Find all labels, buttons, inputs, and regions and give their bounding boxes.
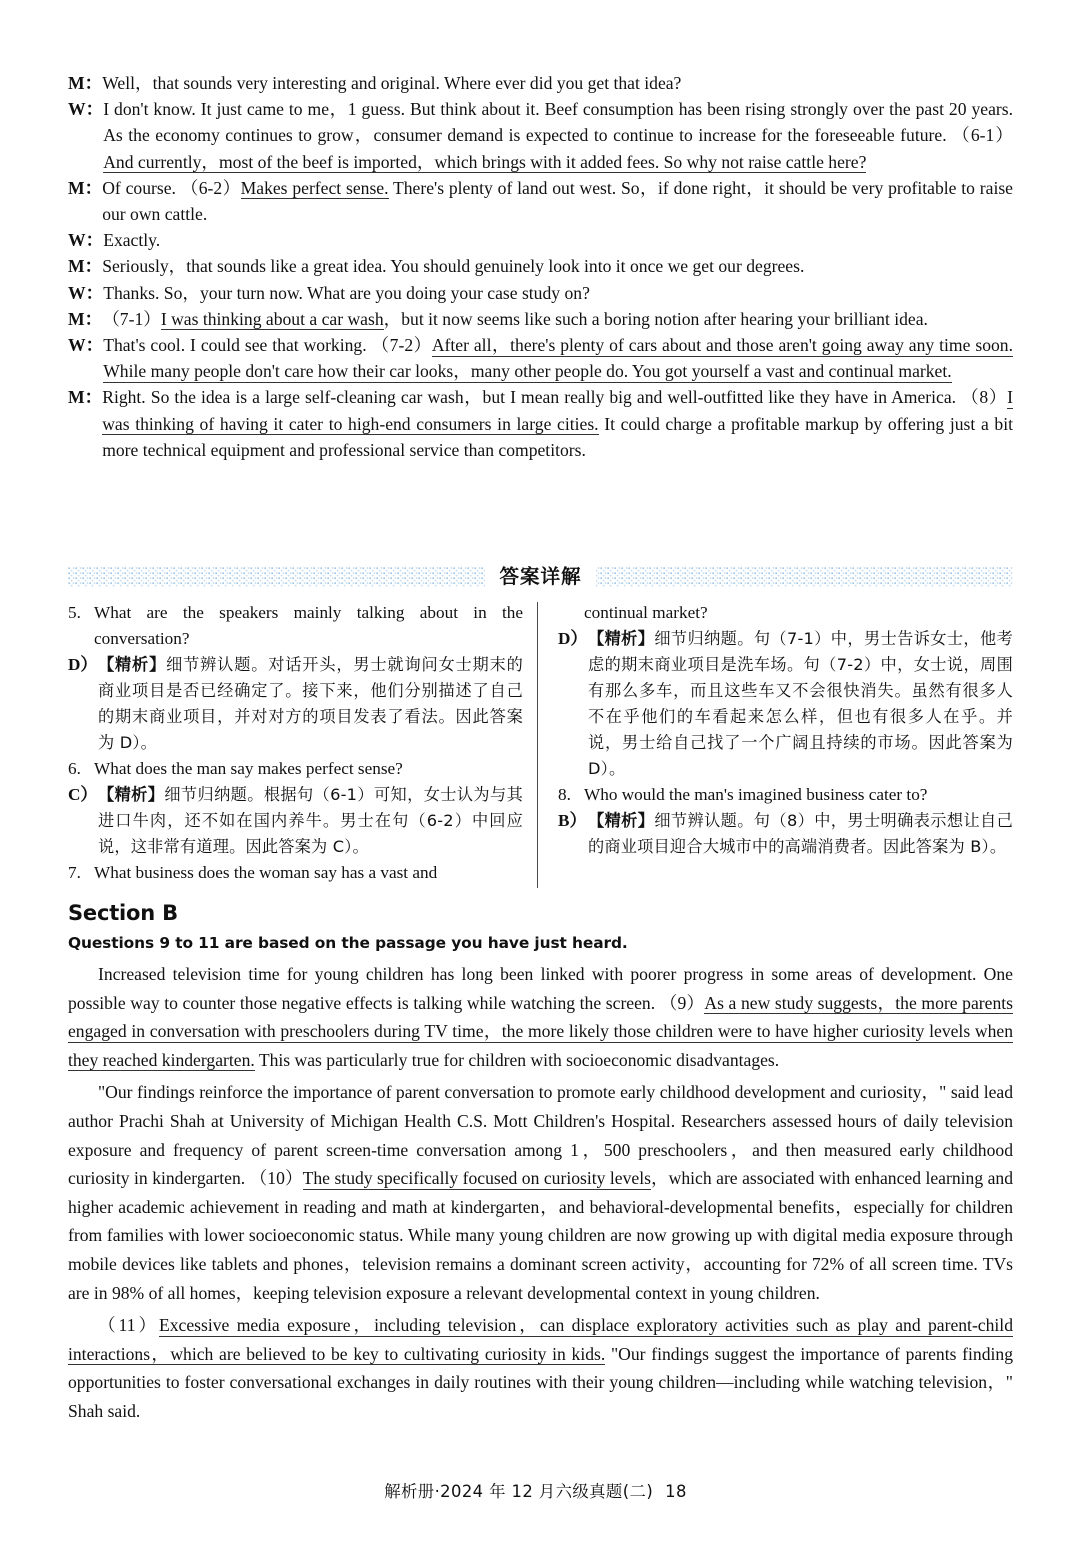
question-item	[68, 600, 523, 652]
passage-paragraph: "Our findings reinforce the importance of parent conversation to promote early childhood development and curiosity，" said lead author Prachi Shah at University of Michigan Health C.S. Mott Children's Hospital. Researchers assessed hours of daily television exposure and frequency of parent screen-time conversation among 1，500 preschoolers，and then measured early childhood curiosity in kindergarten. （10）The study specifically focused on curiosity levels，which are associated with enhanced learning and higher academic achievement in reading and math at kindergarten，and behavioral-developmental benefits，especially for children from families with lower socioeconomic status. While many young children are now growing up with digital media exposure through mobile devices like tablets and phones，television remains a dominant screen activity，accounting for 72% of all screen time. TVs are in 98% of all homes，keeping television exposure a relevant developmental context in young children.	[68, 1082, 1013, 1303]
dialogue-line	[68, 70, 1013, 96]
dialogue-line	[68, 332, 1013, 384]
passage-paragraph: Increased television time for young children has long been linked with poorer progress in some areas of development. One possible way to counter those negative effects is talking while watching the screen. （9）As a new study suggests，the more parents engaged in conversation with preschoolers during TV time，the more likely those children were to have higher curiosity levels when they reached kindergarten. This was particularly true for children with socioeconomic disadvantages.	[68, 964, 1013, 1070]
question-text: What does the man say makes perfect sense?	[94, 759, 403, 778]
question-continuation: continual market?	[584, 603, 708, 622]
question-number: 8.	[558, 785, 571, 804]
answer-key: C）	[68, 785, 98, 804]
answer-key: D）	[68, 655, 98, 674]
banner-title: 答案详解	[485, 565, 595, 589]
dialogue-text: Of course. （6-2）Makes perfect sense. There's plenty of land out west. So，if done right，it should be very profitable to raise our own cattle.	[102, 177, 1013, 225]
speaker-label: M：	[68, 308, 103, 329]
dialogue-text: That's cool. I could see that working. （7-2）After all，there's plenty of cars about and those aren't going away any time soon. While many people don't care how their car looks，many other people do. You got yourself a vast and continual market.	[103, 335, 1013, 382]
answers-left-column	[68, 600, 523, 886]
dialogue-text: Right. So the idea is a large self-cleaning car wash，but I mean really big and well-outfitted like they have in America. （8）I was thinking of having it cater to high-end consumers in large cities. It could charge a profitable markup by offering just a bit more technical equipment and professional service than competitors.	[102, 387, 1013, 460]
answer-explanation-text: 【精析】细节归纳题。句（7-1）中，男士告诉女士，他考虑的期末商业项目是洗车场。句（7-2）中，女士说，周围有那么多车，而且这些车又不会很快消失。虽然有很多人不在乎他们的车看起来怎么样，但也有很多人在乎。并说，男士给自己找了一个广阔且持续的市场。因此答案为 D）。	[588, 629, 1013, 778]
question-text: Who would the man's imagined business cater to?	[584, 785, 928, 804]
answer-explanation-text: 【精析】细节辨认题。句（8）中，男士明确表示想让自己的商业项目迎合大城市中的高端消费者。因此答案为 B）。	[588, 811, 1013, 856]
dialogue-line	[68, 306, 1013, 332]
answers-right-column	[558, 600, 1013, 860]
question-text: What business does the woman say has a vast and	[94, 863, 438, 882]
dialogue-line	[68, 384, 1013, 463]
dialogue-text: Thanks. So，your turn now. What are you doing your case study on?	[103, 282, 590, 303]
speaker-label: M：	[68, 387, 103, 408]
answer-explanation-banner	[68, 563, 1013, 590]
answer-explanation-text: 【精析】细节辨认题。对话开头，男士就询问女士期末的商业项目是否已经确定了。接下来，他们分别描述了自己的期末商业项目，并对对方的项目发表了看法。因此答案为 D）。	[98, 655, 523, 752]
section-subheading: Questions 9 to 11 are based on the passage you have just heard.	[68, 934, 628, 952]
speaker-label: W：	[68, 335, 104, 356]
answer-item	[558, 626, 1013, 782]
dialogue-line	[68, 280, 1013, 306]
question-item	[558, 782, 1013, 808]
answer-explanations	[68, 600, 1013, 890]
question-number: 7.	[68, 863, 81, 882]
speaker-label: M：	[68, 256, 103, 277]
dialogue-line	[68, 253, 1013, 279]
passage-paragraph: （11）Excessive media exposure，including television，can displace exploratory activities such as play and parent-child interactions，which are believed to be key to cultivating curiosity in kids. "Our findings suggest the importance of parents finding opportunities to foster conversational exchanges in daily routines with their young children—including while watching television，" Shah said.	[68, 1315, 1013, 1421]
footer-book-label: 解析册·2024 年 12 月六级真题(二)	[384, 1482, 654, 1501]
section-heading: Section B	[68, 901, 178, 925]
dialogue-line	[68, 96, 1013, 175]
dialogue-line	[68, 175, 1013, 227]
dialogue-text: Well，that sounds very interesting and original. Where ever did you get that idea?	[102, 73, 682, 93]
answer-item	[68, 782, 523, 860]
answer-item	[68, 652, 523, 756]
page-number: 18	[665, 1482, 687, 1501]
dialogue-text: I don't know. It just came to me，1 guess. But think about it. Beef consumption has been rising strongly over the past 20 years. As the economy continues to grow，consumer demand is expected to continue to increase for the foreseeable future. （6-1）And currently，most of the beef is imported，which brings with it added fees. So why not raise cattle here?	[103, 99, 1013, 172]
speaker-label: M：	[68, 177, 103, 198]
dialogue-text: （7-1）I was thinking about a car wash，but it now seems like such a boring notion after hearing your brilliant idea.	[102, 308, 928, 329]
speaker-label: W：	[68, 230, 104, 251]
question-text: What are the speakers mainly talking about in the conversation?	[94, 603, 523, 648]
dialogue-transcript	[68, 70, 1013, 463]
speaker-label: W：	[68, 99, 104, 120]
dialogue-text: Exactly.	[103, 230, 161, 251]
dialogue-line	[68, 227, 1013, 253]
answer-explanation-text: 【精析】细节归纳题。根据句（6-1）可知，女士认为与其进口牛肉，还不如在国内养牛。男士在句（6-2）中回应说，这非常有道理。因此答案为 C）。	[98, 785, 523, 856]
question-number: 5.	[68, 603, 81, 622]
question-item	[68, 756, 523, 782]
answer-key: D）	[558, 629, 588, 648]
section-b	[68, 898, 1013, 1426]
question-number: 6.	[68, 759, 81, 778]
speaker-label: W：	[68, 282, 104, 303]
speaker-label: M：	[68, 73, 103, 93]
answer-item	[558, 808, 1013, 860]
page-footer	[0, 1478, 1071, 1502]
dialogue-text: Seriously，that sounds like a great idea. You should genuinely look into it once we get our degrees.	[102, 256, 805, 277]
column-divider	[537, 602, 538, 888]
answer-key: B）	[558, 811, 587, 830]
question-item	[68, 860, 523, 886]
